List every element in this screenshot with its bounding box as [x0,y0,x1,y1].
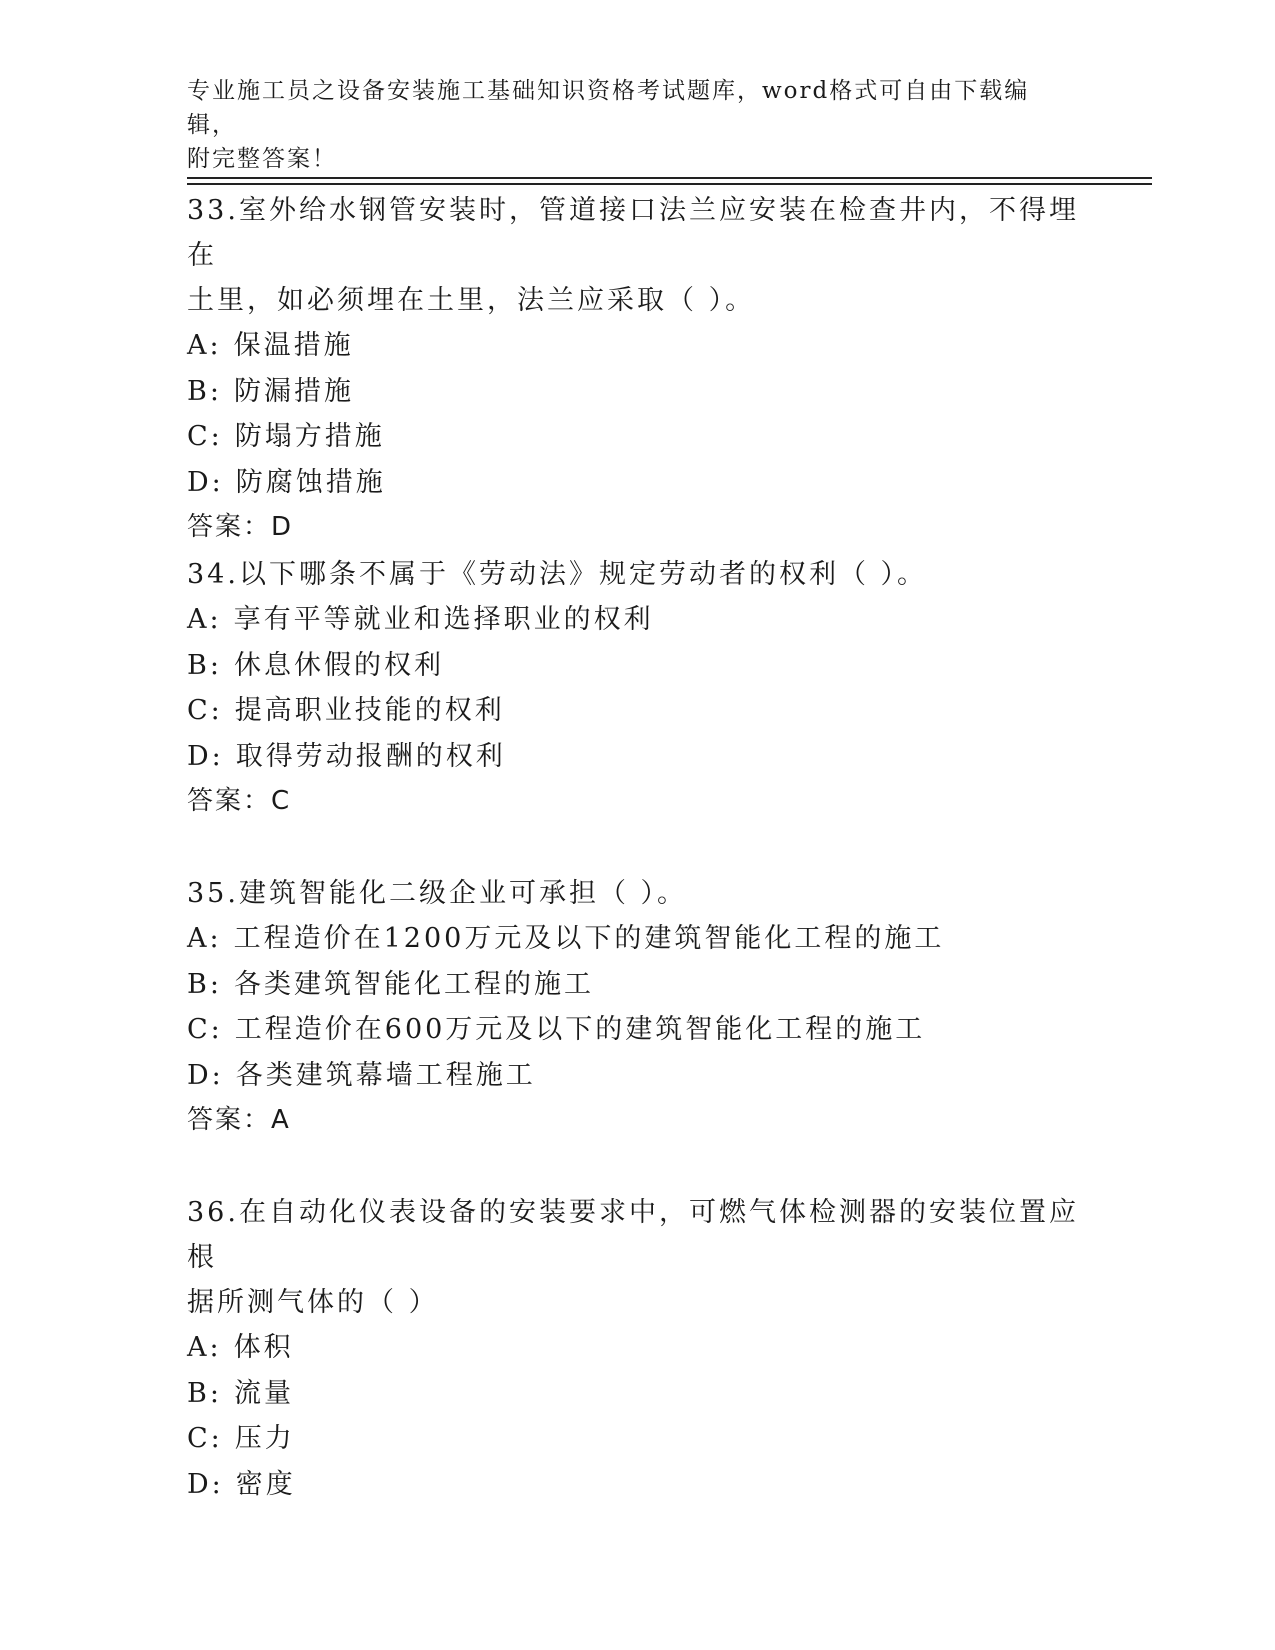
answer-line: 答案：D [187,512,294,542]
option-letter: B: [187,649,222,681]
option-a [187,1325,1087,1371]
option-letter: A: [187,330,222,361]
question-33 [187,188,1087,550]
header-line-1: 专业施工员之设备安装施工基础知识资格考试题库，word格式可自由下载编辑， [187,78,1030,138]
question-stem [187,552,1087,597]
question-stem [187,1190,1087,1325]
question-stem-line-2: 据所测气体的（ ） [187,1287,439,1318]
option-d [187,734,1087,780]
option-letter: B: [187,375,222,407]
option-text: 压力 [234,1423,295,1454]
option-letter: C: [187,1423,223,1454]
option-text: 防塌方措施 [234,421,385,452]
header-divider-bottom [187,183,1152,185]
option-d [187,460,1087,506]
option-letter: D: [187,1059,224,1091]
option-c [187,414,1087,460]
question-stem-line-1: 34.以下哪条不属于《劳动法》规定劳动者的权利（ ）。 [187,559,928,590]
option-d [187,1053,1087,1099]
option-letter: A: [187,1332,222,1363]
option-letter: D: [187,466,224,498]
answer-line: 答案：A [187,1105,291,1135]
option-letter: B: [187,968,222,1000]
option-text: 保温措施 [233,330,354,361]
question-stem [187,188,1087,323]
option-text: 防漏措施 [233,375,354,407]
option-letter: D: [187,740,224,772]
question-stem-line-2: 土里，如必须埋在土里，法兰应采取（ ）。 [187,285,756,316]
option-d [187,1462,1087,1508]
question-35 [187,871,1087,1143]
option-text: 密度 [235,1468,296,1500]
option-text: 享有平等就业和选择职业的权利 [233,604,654,635]
option-text: 工程造价在600万元及以下的建筑智能化工程的施工 [234,1014,926,1045]
header-line-2: 附完整答案！ [187,146,337,172]
option-letter: A: [187,604,222,635]
option-text: 提高职业技能的权利 [234,695,505,726]
option-letter: B: [187,1377,222,1409]
option-text: 体积 [233,1332,294,1363]
document-header [187,74,1067,176]
option-c [187,1416,1087,1462]
option-c [187,688,1087,734]
option-letter: C: [187,421,223,452]
header-divider-top [187,177,1152,179]
option-text: 防腐蚀措施 [235,466,386,498]
option-b [187,962,1087,1008]
option-b [187,369,1087,415]
question-34 [187,552,1087,824]
option-text: 流量 [233,1377,294,1409]
option-c [187,1007,1087,1053]
option-b [187,643,1087,689]
option-a [187,323,1087,369]
question-stem-line-1: 35.建筑智能化二级企业可承担（ ）。 [187,878,688,909]
question-36 [187,1190,1087,1507]
option-text: 休息休假的权利 [233,649,444,681]
option-letter: C: [187,1014,223,1045]
option-text: 各类建筑智能化工程的施工 [233,968,594,1000]
option-letter: C: [187,695,223,726]
option-text: 各类建筑幕墙工程施工 [235,1059,536,1091]
question-stem-line-1: 36.在自动化仪表设备的安装要求中，可燃气体检测器的安装位置应根 [187,1197,1079,1273]
option-text: 工程造价在1200万元及以下的建筑智能化工程的施工 [233,923,945,954]
option-letter: A: [187,923,222,954]
option-text: 取得劳动报酬的权利 [235,740,506,772]
question-stem-line-1: 33.室外给水钢管安装时，管道接口法兰应安装在检查井内，不得埋在 [187,195,1079,271]
option-b [187,1371,1087,1417]
option-letter: D: [187,1468,224,1500]
option-a [187,597,1087,643]
option-a [187,916,1087,962]
answer-line: 答案：C [187,786,292,816]
question-stem [187,871,1087,916]
